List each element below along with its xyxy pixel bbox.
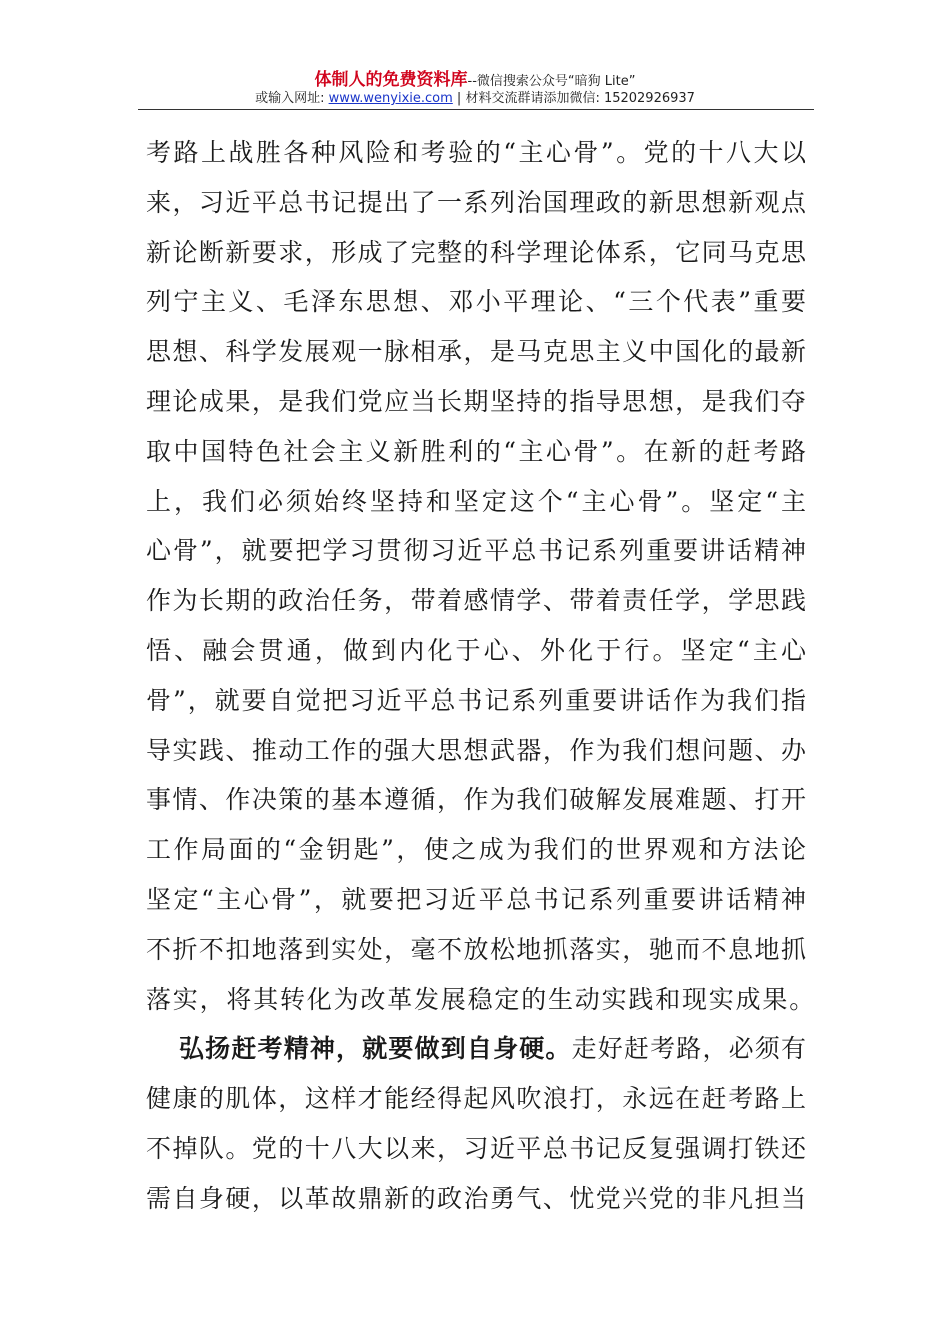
text-line: 取中国特色社会主义新胜利的“主心骨”。在新的赶考路 xyxy=(146,436,806,466)
text-line: 心骨”，就要把学习贯彻习近平总书记系列重要讲话精神 xyxy=(146,536,806,566)
document-body xyxy=(146,128,817,1224)
header-title-line xyxy=(0,70,950,90)
text-line: 事情、作决策的基本遵循，作为我们破解发展难题、打开 xyxy=(146,785,806,815)
text-line: 来，习近平总书记提出了一系列治国理政的新思想新观点 xyxy=(146,187,806,217)
header-contact-line xyxy=(0,90,950,108)
text-line: 作为长期的政治任务，带着感情学、带着责任学，学思践 xyxy=(146,586,806,616)
text-line: 骨”，就要自觉把习近平总书记系列重要讲话作为我们指 xyxy=(146,685,806,715)
website-link[interactable]: www.wenyixie.com xyxy=(328,91,453,106)
header-divider xyxy=(138,109,814,110)
contact-info: | 材料交流群请添加微信: 15202926937 xyxy=(452,91,695,106)
text-line: 理论成果，是我们党应当长期坚持的指导思想，是我们夺 xyxy=(146,386,806,416)
text-line: 工作局面的“金钥匙”，使之成为我们的世界观和方法论 xyxy=(146,835,806,865)
text-line: 导实践、推动工作的强大思想武器，作为我们想问题、办 xyxy=(146,735,806,765)
text-line: 需自身硬，以革故鼎新的政治勇气、忧党兴党的非凡担当 xyxy=(146,1183,806,1213)
paragraph-lead-heading: 弘扬赶考精神，就要做到自身硬。 xyxy=(179,1034,572,1064)
text-line: 新论断新要求，形成了完整的科学理论体系，它同马克思 xyxy=(146,237,806,267)
text-line: 健康的肌体，这样才能经得起风吹浪打，永远在赶考路上 xyxy=(146,1084,806,1114)
text-line: 思想、科学发展观一脉相承，是马克思主义中国化的最新 xyxy=(146,337,806,367)
text-line: 坚定“主心骨”，就要把习近平总书记系列重要讲话精神 xyxy=(146,884,806,914)
paragraph-lead-text: 走好赶考路，必须有 xyxy=(571,1034,806,1064)
text-line: 上，我们必须始终坚持和坚定这个“主心骨”。坚定“主 xyxy=(146,486,806,516)
text-line: 落实，将其转化为改革发展稳定的生动实践和现实成果。 xyxy=(146,984,817,1014)
paragraph-opening-line xyxy=(146,1024,806,1074)
text-line: 悟、融会贯通，做到内化于心、外化于行。坚定“主心 xyxy=(146,635,806,665)
header-tagline: --微信搜索公众号“暗狗 Lite” xyxy=(467,74,636,89)
text-line: 不掉队。党的十八大以来，习近平总书记反复强调打铁还 xyxy=(146,1133,806,1163)
page-header xyxy=(0,70,950,108)
text-line: 不折不扣地落到实处，毫不放松地抓落实，驰而不息地抓 xyxy=(146,934,806,964)
url-prefix: 或输入网址: xyxy=(255,91,329,106)
text-line: 考路上战胜各种风险和考验的“主心骨”。党的十八大以 xyxy=(146,138,806,167)
text-line: 列宁主义、毛泽东思想、邓小平理论、“三个代表”重要 xyxy=(146,287,806,317)
brand-title: 体制人的免费资料库 xyxy=(314,70,468,90)
